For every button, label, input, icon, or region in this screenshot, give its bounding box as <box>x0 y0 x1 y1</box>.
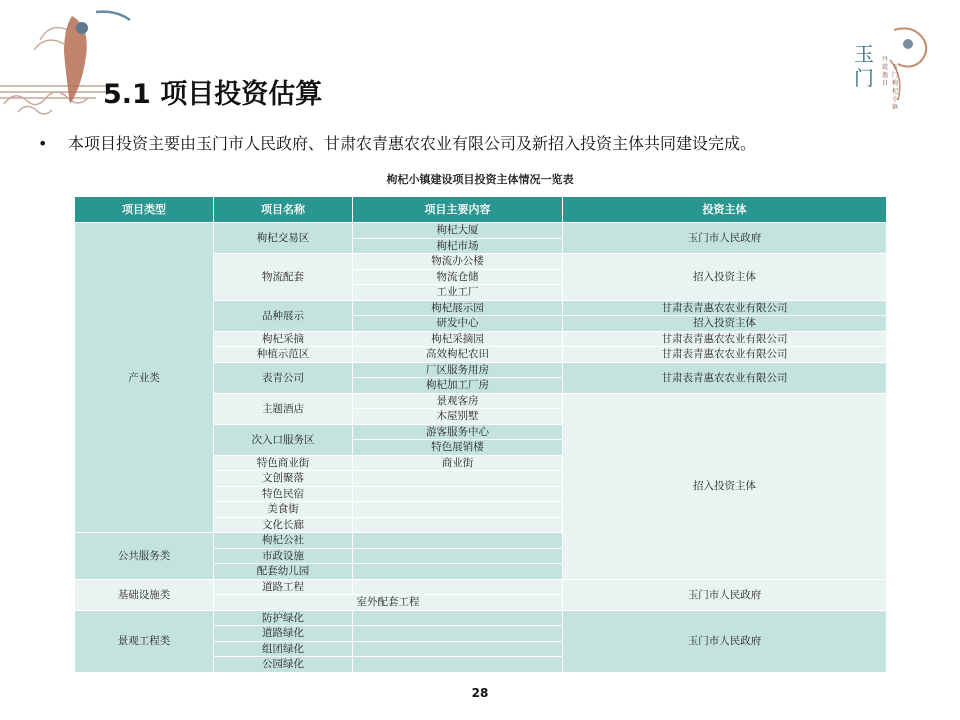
slide-title: 5.1 项目投资估算 <box>103 79 323 110</box>
content-cell <box>353 579 563 595</box>
page-number: 28 <box>471 686 489 700</box>
investor-cell: 招入投资主体 <box>563 254 887 301</box>
content-cell: 厂区服务用房 <box>353 362 563 378</box>
investor-cell: 甘肃表青惠农农业有限公司 <box>563 300 887 316</box>
name-cell: 市政设施 <box>214 548 353 564</box>
name-cell: 道路绿化 <box>214 626 353 642</box>
investor-cell: 招入投资主体 <box>563 393 887 579</box>
name-cell: 枸杞采摘 <box>214 331 353 347</box>
name-cell: 公园绿化 <box>214 657 353 673</box>
content-cell: 枸杞大厦 <box>353 223 563 239</box>
content-cell <box>353 641 563 657</box>
content-cell: 枸杞采摘园 <box>353 331 563 347</box>
table-caption: 枸杞小镇建设项目投资主体情况一览表 <box>386 173 574 186</box>
content-cell: 研发中心 <box>353 316 563 332</box>
name-cell: 文化长廊 <box>214 517 353 533</box>
type-cell: 基础设施类 <box>75 579 214 610</box>
content-cell <box>353 517 563 533</box>
name-cell: 主题酒店 <box>214 393 353 424</box>
content-cell: 枸杞加工厂房 <box>353 378 563 394</box>
content-cell: 商业街 <box>353 455 563 471</box>
header-content: 项目主要内容 <box>353 197 563 223</box>
logo-sub-text-2: 玉门枸杞小镇 <box>892 64 899 111</box>
investor-cell: 玉门市人民政府 <box>563 610 887 672</box>
content-cell: 特色展销楼 <box>353 440 563 456</box>
header-investor: 投资主体 <box>563 197 887 223</box>
logo-main-text: 玉门 <box>854 42 874 90</box>
name-cell: 组团绿化 <box>214 641 353 657</box>
header-type: 项目类型 <box>75 197 214 223</box>
name-cell: 特色民宿 <box>214 486 353 502</box>
name-cell: 枸杞公社 <box>214 533 353 549</box>
table-row <box>75 223 887 239</box>
type-cell: 景观工程类 <box>75 610 214 672</box>
investor-cell: 甘肃表青惠农农业有限公司 <box>563 331 887 347</box>
content-cell: 物流仓储 <box>353 269 563 285</box>
content-cell <box>353 533 563 549</box>
table-row <box>75 610 887 626</box>
content-cell <box>353 564 563 580</box>
logo-sub-text-1: 丹霞渔目 <box>882 56 889 87</box>
content-cell: 工业工厂 <box>353 285 563 301</box>
name-cell: 品种展示 <box>214 300 353 331</box>
table-row <box>75 579 887 595</box>
bullet-dot-icon: • <box>38 134 48 153</box>
investor-cell: 招入投资主体 <box>563 316 887 332</box>
content-cell <box>353 471 563 487</box>
bullet-text: 本项目投资主要由玉门市人民政府、甘肃农青惠农农业有限公司及新招入投资主体共同建设完成。 <box>68 134 757 153</box>
name-cell: 道路工程 <box>214 579 353 595</box>
content-cell: 枸杞展示园 <box>353 300 563 316</box>
investor-cell: 玉门市人民政府 <box>563 579 887 610</box>
type-cell: 产业类 <box>75 223 214 533</box>
investor-cell: 玉门市人民政府 <box>563 223 887 254</box>
name-cell: 物流配套 <box>214 254 353 301</box>
content-cell: 高效枸杞农田 <box>353 347 563 363</box>
name-cell: 枸杞交易区 <box>214 223 353 254</box>
content-cell: 物流办公楼 <box>353 254 563 270</box>
content-cell: 游客服务中心 <box>353 424 563 440</box>
content-cell <box>353 657 563 673</box>
content-cell: 景观客房 <box>353 393 563 409</box>
name-cell: 配套幼儿园 <box>214 564 353 580</box>
name-cell: 美食街 <box>214 502 353 518</box>
table-header-row <box>75 197 887 223</box>
name-cell: 防护绿化 <box>214 610 353 626</box>
investor-cell: 甘肃表青惠农农业有限公司 <box>563 347 887 363</box>
content-cell <box>353 548 563 564</box>
name-cell: 室外配套工程 <box>214 595 563 611</box>
name-cell: 种植示范区 <box>214 347 353 363</box>
content-cell: 枸杞市场 <box>353 238 563 254</box>
content-cell: 木屋别墅 <box>353 409 563 425</box>
name-cell: 特色商业街 <box>214 455 353 471</box>
investment-table <box>74 196 887 673</box>
name-cell: 文创聚落 <box>214 471 353 487</box>
name-cell: 表青公司 <box>214 362 353 393</box>
town-logo <box>850 20 930 120</box>
name-cell: 次入口服务区 <box>214 424 353 455</box>
investor-cell: 甘肃表青惠农农业有限公司 <box>563 362 887 393</box>
content-cell <box>353 502 563 518</box>
bullet-paragraph <box>38 131 756 154</box>
content-cell <box>353 610 563 626</box>
header-name: 项目名称 <box>214 197 353 223</box>
type-cell: 公共服务类 <box>75 533 214 580</box>
content-cell <box>353 626 563 642</box>
content-cell <box>353 486 563 502</box>
